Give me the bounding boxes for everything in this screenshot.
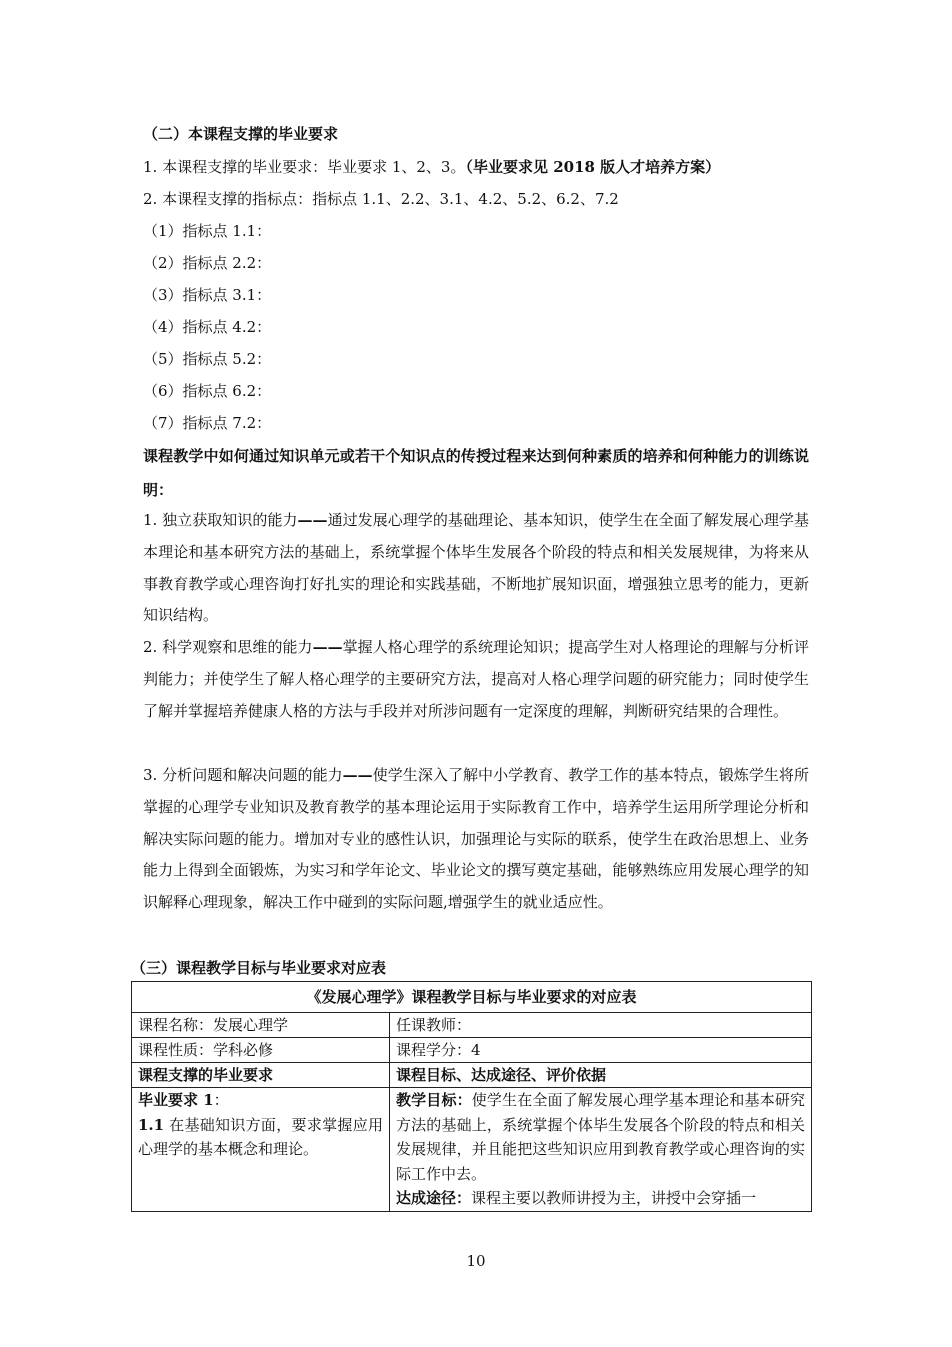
ability-paragraph-3: [143, 760, 809, 919]
achievement-path-text: 课程主要以教师讲授为主，讲授中会穿插一: [471, 1189, 757, 1207]
objective-cell: [390, 1088, 812, 1212]
indicator-point-item: （2）指标点 2.2：: [143, 254, 272, 272]
section3-heading: （三）课程教学目标与毕业要求对应表: [131, 959, 387, 977]
col1-header: 课程支撑的毕业要求: [132, 1063, 390, 1088]
section2-heading: （二）本课程支撑的毕业要求: [143, 125, 339, 143]
objectives-requirements-table: [131, 981, 812, 1212]
requirement-text: 在基础知识方面，要求掌握应用心理学的基本概念和理论。: [138, 1115, 383, 1158]
indicator-points-line: 2. 本课程支撑的指标点：指标点 1.1、2.2、3.1、4.2、5.2、6.2、7.2: [143, 190, 619, 208]
requirement-colon: ：: [213, 1091, 229, 1109]
ability-lead: 1. 独立获取知识的能力: [143, 511, 298, 529]
indicator-point-item: （3）指标点 3.1：: [143, 286, 272, 304]
achievement-path: [396, 1186, 805, 1211]
training-heading: 课程教学中如何通过知识单元或若干个知识点的传授过程来达到何种素质的培养和何种能力的训练说明：: [143, 447, 809, 499]
teaching-goal: [396, 1088, 805, 1186]
requirement-point: 1.1: [138, 1115, 165, 1134]
requirement-description: [138, 1113, 383, 1162]
ability-dash: ——: [342, 766, 373, 784]
ability-lead: 3. 分析问题和解决问题的能力: [143, 766, 343, 784]
graduation-requirements-line: [143, 157, 720, 177]
course-credits-cell: 课程学分：4: [390, 1038, 812, 1063]
table-title: 《发展心理学》课程教学目标与毕业要求的对应表: [132, 982, 812, 1013]
indicator-point-item: （5）指标点 5.2：: [143, 350, 272, 368]
course-name-cell: 课程名称：发展心理学: [132, 1013, 390, 1038]
indicator-point-item: （6）指标点 6.2：: [143, 382, 272, 400]
requirement-cell: [132, 1088, 390, 1212]
indicator-point-item: （7）指标点 7.2：: [143, 414, 272, 432]
requirement-label-line: [138, 1088, 383, 1113]
ability-lead: 2. 科学观察和思维的能力: [143, 638, 313, 656]
teaching-goal-text: 使学生在全面了解发展心理学基本理论和基本研究方法的基础上，系统掌握个体毕生发展各个阶段的特点和相关发展规律，并且能把这些知识应用到教育教学或心理咨询的实际工作中去。: [396, 1091, 806, 1183]
graduation-requirements-note: （毕业要求见 2018 版人才培养方案）: [465, 158, 721, 176]
teacher-cell: 任课教师：: [390, 1013, 812, 1038]
ability-dash: ——: [297, 511, 328, 529]
ability-body: 掌握人格心理学的系统理论知识；提高学生对人格理论的理解与分析评判能力；并使学生了解人格心理学的主要研究方法，提高对人格心理学问题的研究能力；同时使学生了解并掌握培养健康人格的方法与手段并对所涉问题有一定深度的理解，判断研究结果的合理性。: [143, 638, 809, 720]
teaching-goal-label: 教学目标：: [396, 1091, 472, 1109]
ability-dash: ——: [312, 638, 343, 656]
page-number: 10: [466, 1252, 486, 1270]
ability-paragraph-2: [143, 632, 809, 727]
graduation-requirements-text: 1. 本课程支撑的毕业要求：毕业要求 1、2、3。: [143, 158, 466, 176]
requirement-label: 毕业要求 1: [138, 1091, 214, 1109]
course-nature-cell: 课程性质：学科必修: [132, 1038, 390, 1063]
col2-header: 课程目标、达成途径、评价依据: [390, 1063, 812, 1088]
indicator-point-item: （4）指标点 4.2：: [143, 318, 272, 336]
ability-body: 通过发展心理学的基础理论、基本知识，使学生在全面了解发展心理学基本理论和基本研究方法的基础上，系统掌握个体毕生发展各个阶段的特点和相关发展规律，为将来从事教育教学或心理咨询打好扎实的理论和实践基础，不断地扩展知识面，增强独立思考的能力，更新知识结构。: [143, 511, 809, 625]
ability-body: 使学生深入了解中小学教育、教学工作的基本特点，锻炼学生将所掌握的心理学专业知识及教育教学的基本理论运用于实际教育工作中，培养学生运用所学理论分析和解决实际问题的能力。增加对专业的感性认识，加强理论与实际的联系，使学生在政治思想上、业务能力上得到全面锻炼，为实习和学年论文、毕业论文的撰写奠定基础，能够熟练应用发展心理学的知识解释心理现象，解决工作中碰到的实际问题,增强学生的就业适应性。: [143, 766, 809, 912]
achievement-path-label: 达成途径：: [396, 1189, 472, 1207]
ability-paragraph-1: [143, 505, 809, 632]
indicator-point-item: （1）指标点 1.1：: [143, 222, 272, 240]
